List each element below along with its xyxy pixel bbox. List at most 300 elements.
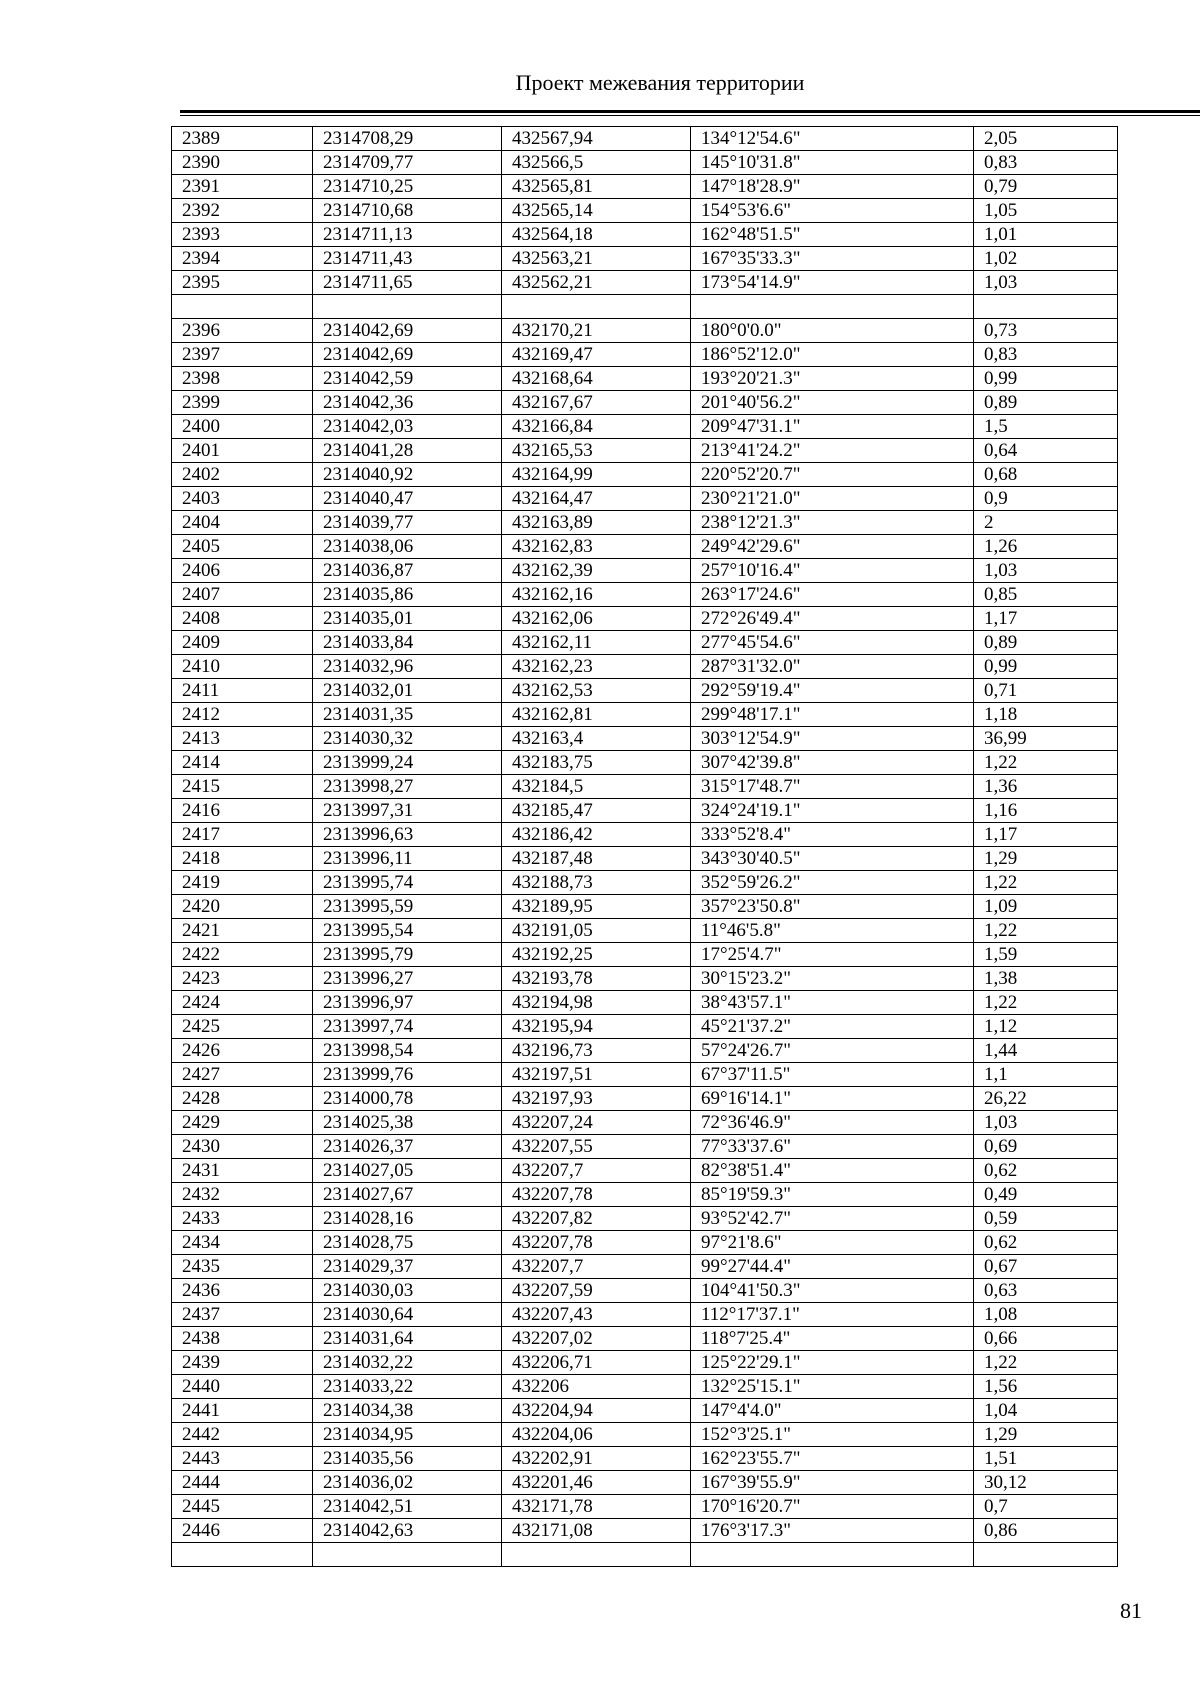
y-coordinate-cell: 432204,06 (502, 1423, 691, 1447)
y-coordinate-cell: 432191,05 (502, 919, 691, 943)
point-number-cell: 2421 (172, 919, 313, 943)
y-coordinate-cell: 432194,98 (502, 991, 691, 1015)
bearing-cell: 162°48'51.5" (691, 223, 974, 247)
bearing-cell: 11°46'5.8" (691, 919, 974, 943)
distance-cell: 0,67 (974, 1255, 1118, 1279)
point-number-cell: 2395 (172, 271, 313, 295)
distance-cell: 1,22 (974, 1351, 1118, 1375)
bearing-cell: 257°10'16.4" (691, 559, 974, 583)
distance-cell: 0,73 (974, 319, 1118, 343)
x-coordinate-cell: 2313999,76 (313, 1063, 502, 1087)
distance-cell: 2,05 (974, 127, 1118, 151)
bearing-cell: 77°33'37.6" (691, 1135, 974, 1159)
x-coordinate-cell: 2314030,03 (313, 1279, 502, 1303)
distance-cell: 1,22 (974, 871, 1118, 895)
bearing-cell: 357°23'50.8" (691, 895, 974, 919)
table-row (172, 1495, 1118, 1519)
x-coordinate-cell (313, 1543, 502, 1567)
header-rule (180, 110, 1200, 117)
bearing-cell: 125°22'29.1" (691, 1351, 974, 1375)
x-coordinate-cell: 2313995,74 (313, 871, 502, 895)
bearing-cell: 99°27'44.4" (691, 1255, 974, 1279)
table-row (172, 1231, 1118, 1255)
table-row (172, 1087, 1118, 1111)
table-row (172, 1375, 1118, 1399)
table-row (172, 583, 1118, 607)
bearing-cell (691, 295, 974, 319)
y-coordinate-cell: 432171,08 (502, 1519, 691, 1543)
distance-cell: 1,01 (974, 223, 1118, 247)
x-coordinate-cell: 2313999,24 (313, 751, 502, 775)
x-coordinate-cell: 2314026,37 (313, 1135, 502, 1159)
distance-cell: 1,1 (974, 1063, 1118, 1087)
y-coordinate-cell: 432162,39 (502, 559, 691, 583)
distance-cell: 0,64 (974, 439, 1118, 463)
bearing-cell: 72°36'46.9" (691, 1111, 974, 1135)
bearing-cell: 193°20'21.3" (691, 367, 974, 391)
table-row (172, 535, 1118, 559)
x-coordinate-cell: 2313998,54 (313, 1039, 502, 1063)
x-coordinate-cell: 2314029,37 (313, 1255, 502, 1279)
table-row (172, 151, 1118, 175)
table-row (172, 1543, 1118, 1567)
x-coordinate-cell: 2314709,77 (313, 151, 502, 175)
y-coordinate-cell: 432193,78 (502, 967, 691, 991)
table-row (172, 703, 1118, 727)
y-coordinate-cell: 432196,73 (502, 1039, 691, 1063)
bearing-cell: 333°52'8.4" (691, 823, 974, 847)
distance-cell: 1,51 (974, 1447, 1118, 1471)
point-number-cell: 2393 (172, 223, 313, 247)
table-row (172, 1399, 1118, 1423)
table-row (172, 487, 1118, 511)
bearing-cell: 118°7'25.4" (691, 1327, 974, 1351)
table-row (172, 631, 1118, 655)
header-rule-thin (180, 115, 1200, 116)
table-row (172, 439, 1118, 463)
y-coordinate-cell: 432167,67 (502, 391, 691, 415)
bearing-cell: 292°59'19.4" (691, 679, 974, 703)
y-coordinate-cell: 432206 (502, 1375, 691, 1399)
table-row (172, 607, 1118, 631)
y-coordinate-cell: 432186,42 (502, 823, 691, 847)
distance-cell: 1,22 (974, 919, 1118, 943)
x-coordinate-cell: 2314035,86 (313, 583, 502, 607)
point-number-cell: 2435 (172, 1255, 313, 1279)
distance-cell (974, 295, 1118, 319)
point-number-cell: 2426 (172, 1039, 313, 1063)
distance-cell: 1,03 (974, 559, 1118, 583)
point-number-cell: 2423 (172, 967, 313, 991)
table-row (172, 847, 1118, 871)
point-number-cell: 2390 (172, 151, 313, 175)
y-coordinate-cell: 432185,47 (502, 799, 691, 823)
x-coordinate-cell: 2314042,59 (313, 367, 502, 391)
y-coordinate-cell: 432188,73 (502, 871, 691, 895)
table-row (172, 1063, 1118, 1087)
y-coordinate-cell: 432197,93 (502, 1087, 691, 1111)
table-row (172, 751, 1118, 775)
x-coordinate-cell: 2314710,68 (313, 199, 502, 223)
y-coordinate-cell: 432207,43 (502, 1303, 691, 1327)
point-number-cell: 2391 (172, 175, 313, 199)
distance-cell: 1,12 (974, 1015, 1118, 1039)
bearing-cell: 176°3'17.3" (691, 1519, 974, 1543)
x-coordinate-cell: 2313995,54 (313, 919, 502, 943)
bearing-cell: 299°48'17.1" (691, 703, 974, 727)
x-coordinate-cell: 2314711,13 (313, 223, 502, 247)
distance-cell: 0,68 (974, 463, 1118, 487)
point-number-cell: 2425 (172, 1015, 313, 1039)
distance-cell: 0,59 (974, 1207, 1118, 1231)
bearing-cell: 315°17'48.7" (691, 775, 974, 799)
point-number-cell: 2445 (172, 1495, 313, 1519)
x-coordinate-cell: 2314032,96 (313, 655, 502, 679)
bearing-cell: 147°4'4.0" (691, 1399, 974, 1423)
y-coordinate-cell: 432184,5 (502, 775, 691, 799)
x-coordinate-cell: 2314708,29 (313, 127, 502, 151)
distance-cell: 1,29 (974, 1423, 1118, 1447)
page-title: Проект межевания территории (515, 70, 805, 95)
y-coordinate-cell: 432207,78 (502, 1183, 691, 1207)
table-row (172, 1015, 1118, 1039)
point-number-cell: 2396 (172, 319, 313, 343)
distance-cell: 0,83 (974, 343, 1118, 367)
y-coordinate-cell: 432162,81 (502, 703, 691, 727)
table-row (172, 1039, 1118, 1063)
point-number-cell: 2441 (172, 1399, 313, 1423)
y-coordinate-cell: 432206,71 (502, 1351, 691, 1375)
bearing-cell: 145°10'31.8" (691, 151, 974, 175)
point-number-cell: 2433 (172, 1207, 313, 1231)
bearing-cell: 170°16'20.7" (691, 1495, 974, 1519)
y-coordinate-cell: 432168,64 (502, 367, 691, 391)
coordinates-table-body (172, 127, 1118, 1567)
distance-cell: 1,18 (974, 703, 1118, 727)
table-row (172, 511, 1118, 535)
table-row (172, 1135, 1118, 1159)
table-row (172, 223, 1118, 247)
table-row (172, 1279, 1118, 1303)
x-coordinate-cell: 2314033,22 (313, 1375, 502, 1399)
point-number-cell: 2400 (172, 415, 313, 439)
y-coordinate-cell: 432166,84 (502, 415, 691, 439)
point-number-cell: 2443 (172, 1447, 313, 1471)
table-row (172, 343, 1118, 367)
y-coordinate-cell: 432207,24 (502, 1111, 691, 1135)
y-coordinate-cell: 432187,48 (502, 847, 691, 871)
table-row (172, 319, 1118, 343)
x-coordinate-cell: 2314028,16 (313, 1207, 502, 1231)
y-coordinate-cell: 432183,75 (502, 751, 691, 775)
x-coordinate-cell: 2314030,64 (313, 1303, 502, 1327)
x-coordinate-cell: 2314000,78 (313, 1087, 502, 1111)
point-number-cell: 2398 (172, 367, 313, 391)
point-number-cell: 2394 (172, 247, 313, 271)
point-number-cell: 2401 (172, 439, 313, 463)
distance-cell: 0,62 (974, 1231, 1118, 1255)
distance-cell: 0,99 (974, 367, 1118, 391)
distance-cell: 0,89 (974, 391, 1118, 415)
x-coordinate-cell: 2314038,06 (313, 535, 502, 559)
x-coordinate-cell: 2314032,22 (313, 1351, 502, 1375)
point-number-cell: 2408 (172, 607, 313, 631)
table-row (172, 127, 1118, 151)
point-number-cell: 2406 (172, 559, 313, 583)
x-coordinate-cell: 2314025,38 (313, 1111, 502, 1135)
table-row (172, 559, 1118, 583)
table-row (172, 199, 1118, 223)
table-row (172, 463, 1118, 487)
x-coordinate-cell: 2314030,32 (313, 727, 502, 751)
y-coordinate-cell: 432169,47 (502, 343, 691, 367)
bearing-cell: 154°53'6.6" (691, 199, 974, 223)
point-number-cell: 2420 (172, 895, 313, 919)
page-number: 81 (1120, 1598, 1142, 1623)
table-row (172, 415, 1118, 439)
table-row (172, 871, 1118, 895)
distance-cell: 0,86 (974, 1519, 1118, 1543)
bearing-cell: 147°18'28.9" (691, 175, 974, 199)
point-number-cell: 2405 (172, 535, 313, 559)
bearing-cell: 352°59'26.2" (691, 871, 974, 895)
x-coordinate-cell: 2314034,38 (313, 1399, 502, 1423)
y-coordinate-cell: 432162,53 (502, 679, 691, 703)
bearing-cell: 238°12'21.3" (691, 511, 974, 535)
table-row (172, 247, 1118, 271)
point-number-cell: 2431 (172, 1159, 313, 1183)
y-coordinate-cell: 432207,7 (502, 1159, 691, 1183)
distance-cell: 0,89 (974, 631, 1118, 655)
distance-cell: 0,9 (974, 487, 1118, 511)
distance-cell: 1,36 (974, 775, 1118, 799)
y-coordinate-cell: 432207,82 (502, 1207, 691, 1231)
x-coordinate-cell: 2313995,79 (313, 943, 502, 967)
table-row (172, 1111, 1118, 1135)
distance-cell: 0,62 (974, 1159, 1118, 1183)
point-number-cell: 2418 (172, 847, 313, 871)
x-coordinate-cell: 2314040,47 (313, 487, 502, 511)
bearing-cell: 134°12'54.6" (691, 127, 974, 151)
point-number-cell (172, 1543, 313, 1567)
point-number-cell: 2415 (172, 775, 313, 799)
distance-cell: 1,29 (974, 847, 1118, 871)
y-coordinate-cell: 432192,25 (502, 943, 691, 967)
bearing-cell: 45°21'37.2" (691, 1015, 974, 1039)
x-coordinate-cell: 2314042,03 (313, 415, 502, 439)
x-coordinate-cell: 2314027,67 (313, 1183, 502, 1207)
table-row (172, 271, 1118, 295)
table-row (172, 775, 1118, 799)
y-coordinate-cell: 432162,06 (502, 607, 691, 631)
x-coordinate-cell: 2313996,27 (313, 967, 502, 991)
table-row (172, 943, 1118, 967)
distance-cell: 26,22 (974, 1087, 1118, 1111)
bearing-cell: 93°52'42.7" (691, 1207, 974, 1231)
y-coordinate-cell: 432189,95 (502, 895, 691, 919)
x-coordinate-cell: 2314039,77 (313, 511, 502, 535)
bearing-cell: 162°23'55.7" (691, 1447, 974, 1471)
point-number-cell: 2403 (172, 487, 313, 511)
x-coordinate-cell: 2314027,05 (313, 1159, 502, 1183)
distance-cell: 0,85 (974, 583, 1118, 607)
x-coordinate-cell: 2314035,01 (313, 607, 502, 631)
x-coordinate-cell: 2314711,43 (313, 247, 502, 271)
bearing-cell: 263°17'24.6" (691, 583, 974, 607)
x-coordinate-cell: 2314711,65 (313, 271, 502, 295)
x-coordinate-cell: 2313996,11 (313, 847, 502, 871)
table-row (172, 1447, 1118, 1471)
table-row (172, 367, 1118, 391)
y-coordinate-cell (502, 1543, 691, 1567)
y-coordinate-cell: 432207,55 (502, 1135, 691, 1159)
bearing-cell: 152°3'25.1" (691, 1423, 974, 1447)
x-coordinate-cell: 2314042,69 (313, 319, 502, 343)
bearing-cell: 230°21'21.0" (691, 487, 974, 511)
y-coordinate-cell: 432164,99 (502, 463, 691, 487)
point-number-cell: 2429 (172, 1111, 313, 1135)
distance-cell: 1,03 (974, 271, 1118, 295)
point-number-cell: 2439 (172, 1351, 313, 1375)
y-coordinate-cell: 432162,83 (502, 535, 691, 559)
distance-cell: 1,22 (974, 751, 1118, 775)
x-coordinate-cell: 2314032,01 (313, 679, 502, 703)
x-coordinate-cell: 2314028,75 (313, 1231, 502, 1255)
y-coordinate-cell: 432171,78 (502, 1495, 691, 1519)
table-row (172, 1303, 1118, 1327)
distance-cell: 1,44 (974, 1039, 1118, 1063)
point-number-cell: 2444 (172, 1471, 313, 1495)
point-number-cell: 2410 (172, 655, 313, 679)
distance-cell: 0,99 (974, 655, 1118, 679)
distance-cell: 1,02 (974, 247, 1118, 271)
bearing-cell: 82°38'51.4" (691, 1159, 974, 1183)
y-coordinate-cell: 432207,02 (502, 1327, 691, 1351)
point-number-cell: 2442 (172, 1423, 313, 1447)
y-coordinate-cell: 432201,46 (502, 1471, 691, 1495)
bearing-cell: 213°41'24.2" (691, 439, 974, 463)
table-row (172, 679, 1118, 703)
table-row (172, 799, 1118, 823)
distance-cell: 1,5 (974, 415, 1118, 439)
distance-cell: 0,71 (974, 679, 1118, 703)
y-coordinate-cell: 432162,23 (502, 655, 691, 679)
x-coordinate-cell: 2314034,95 (313, 1423, 502, 1447)
table-row (172, 655, 1118, 679)
distance-cell: 0,66 (974, 1327, 1118, 1351)
x-coordinate-cell: 2314031,35 (313, 703, 502, 727)
y-coordinate-cell: 432197,51 (502, 1063, 691, 1087)
bearing-cell: 97°21'8.6" (691, 1231, 974, 1255)
table-row (172, 991, 1118, 1015)
point-number-cell: 2438 (172, 1327, 313, 1351)
table-row (172, 1207, 1118, 1231)
y-coordinate-cell: 432563,21 (502, 247, 691, 271)
point-number-cell: 2409 (172, 631, 313, 655)
bearing-cell: 167°39'55.9" (691, 1471, 974, 1495)
y-coordinate-cell: 432162,16 (502, 583, 691, 607)
bearing-cell: 173°54'14.9" (691, 271, 974, 295)
table-row (172, 1255, 1118, 1279)
bearing-cell: 180°0'0.0" (691, 319, 974, 343)
table-row (172, 823, 1118, 847)
point-number-cell: 2389 (172, 127, 313, 151)
y-coordinate-cell: 432202,91 (502, 1447, 691, 1471)
distance-cell: 0,63 (974, 1279, 1118, 1303)
distance-cell: 2 (974, 511, 1118, 535)
bearing-cell: 30°15'23.2" (691, 967, 974, 991)
bearing-cell: 186°52'12.0" (691, 343, 974, 367)
distance-cell (974, 1543, 1118, 1567)
table-row (172, 1183, 1118, 1207)
point-number-cell (172, 295, 313, 319)
point-number-cell: 2404 (172, 511, 313, 535)
y-coordinate-cell: 432207,59 (502, 1279, 691, 1303)
distance-cell: 30,12 (974, 1471, 1118, 1495)
distance-cell: 1,09 (974, 895, 1118, 919)
bearing-cell: 57°24'26.7" (691, 1039, 974, 1063)
distance-cell: 1,08 (974, 1303, 1118, 1327)
point-number-cell: 2414 (172, 751, 313, 775)
distance-cell: 1,26 (974, 535, 1118, 559)
x-coordinate-cell: 2313996,97 (313, 991, 502, 1015)
y-coordinate-cell: 432163,89 (502, 511, 691, 535)
y-coordinate-cell: 432565,14 (502, 199, 691, 223)
bearing-cell: 132°25'15.1" (691, 1375, 974, 1399)
point-number-cell: 2392 (172, 199, 313, 223)
distance-cell: 1,04 (974, 1399, 1118, 1423)
y-coordinate-cell: 432207,7 (502, 1255, 691, 1279)
y-coordinate-cell: 432164,47 (502, 487, 691, 511)
x-coordinate-cell: 2314042,63 (313, 1519, 502, 1543)
distance-cell: 1,03 (974, 1111, 1118, 1135)
x-coordinate-cell: 2314033,84 (313, 631, 502, 655)
table-row (172, 967, 1118, 991)
distance-cell: 1,17 (974, 607, 1118, 631)
point-number-cell: 2419 (172, 871, 313, 895)
header-rule-thick (180, 110, 1200, 113)
x-coordinate-cell: 2313996,63 (313, 823, 502, 847)
bearing-cell: 324°24'19.1" (691, 799, 974, 823)
point-number-cell: 2411 (172, 679, 313, 703)
y-coordinate-cell: 432204,94 (502, 1399, 691, 1423)
table-row (172, 1471, 1118, 1495)
y-coordinate-cell: 432165,53 (502, 439, 691, 463)
table-row (172, 895, 1118, 919)
point-number-cell: 2412 (172, 703, 313, 727)
x-coordinate-cell: 2314036,02 (313, 1471, 502, 1495)
bearing-cell: 249°42'29.6" (691, 535, 974, 559)
distance-cell: 1,17 (974, 823, 1118, 847)
bearing-cell: 209°47'31.1" (691, 415, 974, 439)
y-coordinate-cell: 432207,78 (502, 1231, 691, 1255)
y-coordinate-cell: 432566,5 (502, 151, 691, 175)
point-number-cell: 2436 (172, 1279, 313, 1303)
table-row (172, 1159, 1118, 1183)
point-number-cell: 2422 (172, 943, 313, 967)
distance-cell: 36,99 (974, 727, 1118, 751)
distance-cell: 0,83 (974, 151, 1118, 175)
point-number-cell: 2446 (172, 1519, 313, 1543)
bearing-cell: 85°19'59.3" (691, 1183, 974, 1207)
bearing-cell: 287°31'32.0" (691, 655, 974, 679)
table-row (172, 1351, 1118, 1375)
x-coordinate-cell: 2314710,25 (313, 175, 502, 199)
bearing-cell: 69°16'14.1" (691, 1087, 974, 1111)
bearing-cell: 277°45'54.6" (691, 631, 974, 655)
point-number-cell: 2417 (172, 823, 313, 847)
bearing-cell: 307°42'39.8" (691, 751, 974, 775)
